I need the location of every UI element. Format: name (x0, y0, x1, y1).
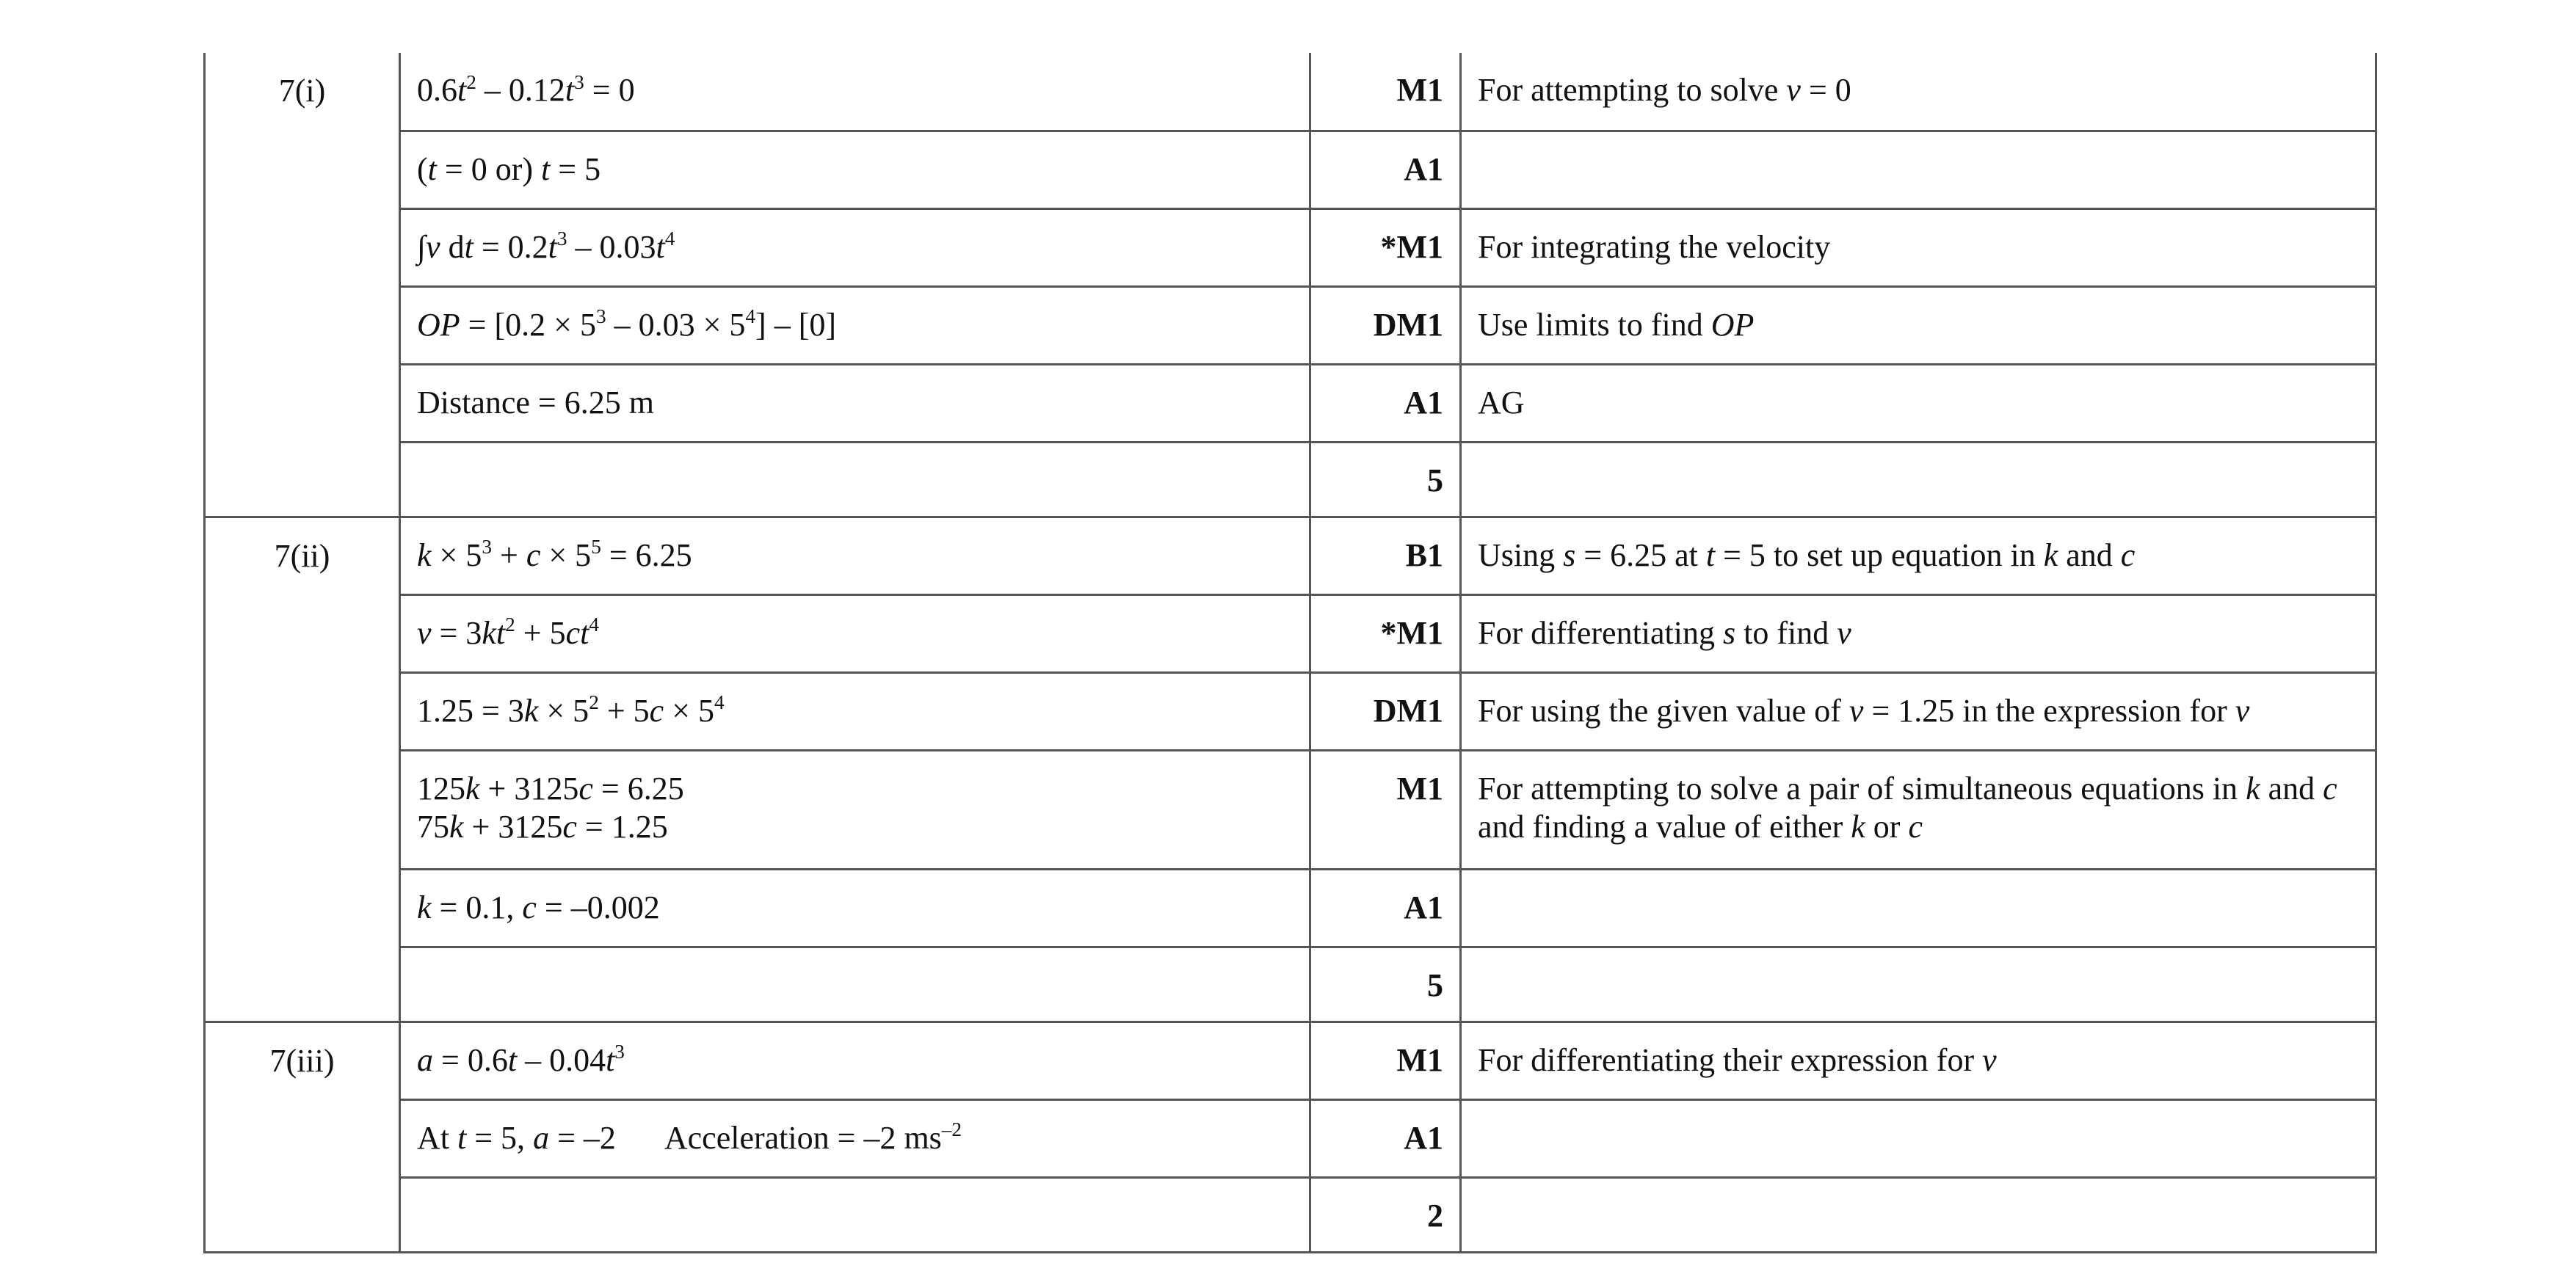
answer-cell: ∫v dt = $0.2t^3 - 0.03t^4$ (400, 208, 1310, 286)
guidance-cell: For attempting to solve a pair of simultaneous equations in k and c and finding a value of either k or c (1461, 750, 2376, 869)
mark-cell: M1 (1310, 1022, 1461, 1099)
mark-scheme-table (203, 53, 2377, 1253)
mark-row (205, 672, 2376, 750)
guidance-cell-empty (1461, 1177, 2376, 1252)
guidance-cell (1461, 869, 2376, 947)
total-marks: 2 (1310, 1177, 1461, 1252)
total-marks: 5 (1310, 442, 1461, 517)
answer-cell: $0.6t^2 - 0.12t^3 = 0$ (400, 53, 1310, 131)
guidance-cell: Use limits to find OP (1461, 286, 2376, 364)
answer-cell-empty (400, 947, 1310, 1022)
guidance-cell: For integrating the velocity (1461, 208, 2376, 286)
mark-row (205, 1099, 2376, 1177)
answer-cell: $1.25 = 3k \times 5^2 + 5c \times 5^4$ (400, 672, 1310, 750)
mark-cell: DM1 (1310, 672, 1461, 750)
mark-cell: A1 (1310, 131, 1461, 208)
mark-cell: A1 (1310, 364, 1461, 442)
answer-cell: (t = 0 or) t = 5 (400, 131, 1310, 208)
guidance-cell (1461, 1099, 2376, 1177)
guidance-cell (1461, 131, 2376, 208)
guidance-cell: For differentiating s to find v (1461, 594, 2376, 672)
mark-cell: M1 (1310, 53, 1461, 131)
guidance-cell-empty (1461, 442, 2376, 517)
answer-cell: $k \times 5^3 + c \times 5^5 = 6.25$ (400, 517, 1310, 594)
guidance-cell: For differentiating their expression for v (1461, 1022, 2376, 1099)
mark-row (205, 517, 2376, 594)
answer-cell: $a = 0.6t - 0.04t^3$ (400, 1022, 1310, 1099)
answer-cell: 125k + 3125c = 6.25 75k + 3125c = 1.25 (400, 750, 1310, 869)
mark-scheme-body (205, 53, 2376, 1252)
question-number: 7(i) (205, 53, 400, 517)
guidance-cell: For attempting to solve v = 0 (1461, 53, 2376, 131)
answer-cell-empty (400, 1177, 1310, 1252)
mark-row (205, 53, 2376, 131)
mark-row (205, 286, 2376, 364)
mark-row (205, 364, 2376, 442)
total-marks: 5 (1310, 947, 1461, 1022)
total-row (205, 442, 2376, 517)
mark-row (205, 1022, 2376, 1099)
question-number: 7(iii) (205, 1022, 400, 1252)
answer-cell: $v = 3kt^2 + 5ct^4$ (400, 594, 1310, 672)
answer-cell-empty (400, 442, 1310, 517)
guidance-cell: Using s = 6.25 at t = 5 to set up equation in k and c (1461, 517, 2376, 594)
total-row (205, 947, 2376, 1022)
answer-cell: Distance = 6.25 m (400, 364, 1310, 442)
mark-row (205, 208, 2376, 286)
mark-cell: A1 (1310, 1099, 1461, 1177)
mark-cell: *M1 (1310, 208, 1461, 286)
mark-cell: A1 (1310, 869, 1461, 947)
mark-cell: *M1 (1310, 594, 1461, 672)
question-number: 7(ii) (205, 517, 400, 1022)
mark-row (205, 131, 2376, 208)
mark-row (205, 750, 2376, 869)
mark-row (205, 869, 2376, 947)
mark-row (205, 594, 2376, 672)
mark-cell: B1 (1310, 517, 1461, 594)
answer-cell: OP = $[0.2 \times 5^3 - 0.03 \times 5^4] - [0]$ (400, 286, 1310, 364)
answer-cell: k = 0.1, c = –0.002 (400, 869, 1310, 947)
answer-cell: At t = 5, a = –2 Acceleration = –2 $ms^{-2}$ (400, 1099, 1310, 1177)
total-row (205, 1177, 2376, 1252)
guidance-cell-empty (1461, 947, 2376, 1022)
guidance-cell: AG (1461, 364, 2376, 442)
mark-cell: M1 (1310, 750, 1461, 869)
mark-cell: DM1 (1310, 286, 1461, 364)
guidance-cell: For using the given value of v = 1.25 in the expression for v (1461, 672, 2376, 750)
